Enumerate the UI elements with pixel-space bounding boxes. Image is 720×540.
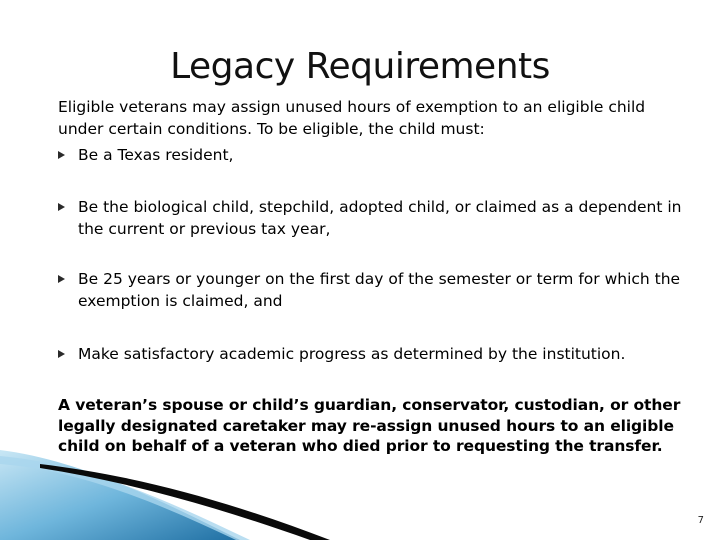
triangle-right-icon	[58, 203, 65, 211]
bullet-text: Be the biological child, stepchild, adopted child, or claimed as a dependent in the current or previous tax year,	[78, 198, 682, 238]
intro-paragraph: Eligible veterans may assign unused hours of exemption to an eligible child under certain conditions. To be eligible, the child must:	[58, 98, 646, 138]
triangle-right-icon	[58, 151, 65, 159]
list-item	[58, 268, 708, 312]
bullet-text: Be a Texas resident,	[78, 146, 234, 164]
list-item	[58, 343, 708, 365]
triangle-right-icon	[58, 275, 65, 283]
slide-title: Legacy Requirements	[170, 46, 550, 88]
closing-paragraph: A veteran’s spouse or child’s guardian, conservator, custodian, or other legally designated caretaker may re-assign unused hours to an eligible child on behalf of a veteran who died prior to requesting the transfer.	[58, 396, 681, 455]
triangle-right-icon	[58, 350, 65, 358]
bullet-text: Make satisfactory academic progress as determined by the institution.	[78, 345, 626, 363]
list-item	[58, 144, 708, 166]
page-number: 7	[697, 515, 704, 526]
bullet-text: Be 25 years or younger on the first day of the semester or term for which the exemption is claimed, and	[78, 270, 681, 310]
list-item	[58, 196, 708, 240]
